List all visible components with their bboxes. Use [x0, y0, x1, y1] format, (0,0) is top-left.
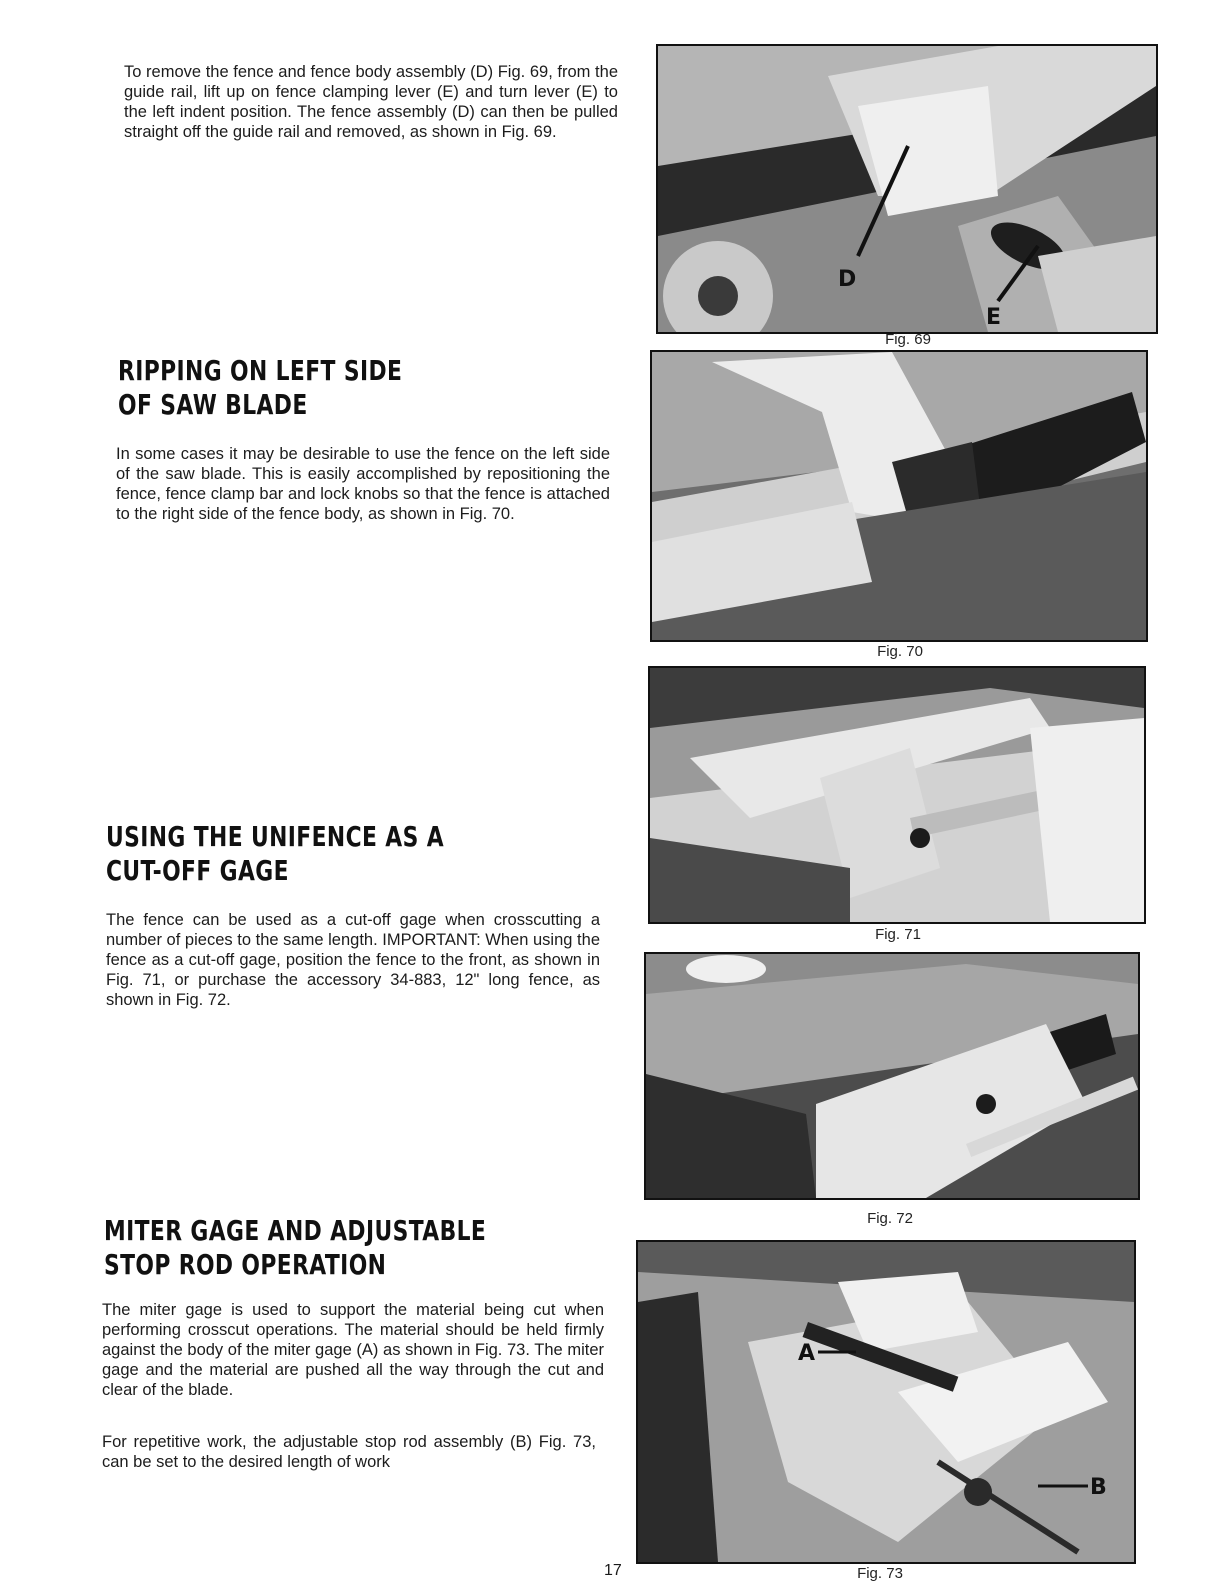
fig-69-caption: Fig. 69 [885, 331, 931, 348]
fig-70-photo [650, 350, 1148, 642]
cutoff-gage-heading-line1: USING THE UNIFENCE AS A [106, 820, 445, 853]
cutoff-gage-paragraph: The fence can be used as a cut-off gage when crosscutting a number of pieces to the same length. IMPORTANT: When using the fence as a cut-off gage, position the fence to the front, as shown in Fig. 71, or purchase the accessory 34-883, 12" long fence, as shown in Fig. 72. [106, 911, 600, 1009]
fig-73-caption: Fig. 73 [857, 1565, 903, 1582]
fig-71-illustration [650, 668, 1144, 922]
fig-69-label-d: D [838, 267, 857, 292]
fig-70-illustration [652, 352, 1146, 640]
fig-69-illustration [658, 46, 1156, 332]
miter-gage-heading-line2: STOP ROD OPERATION [104, 1248, 387, 1281]
ripping-left-paragraph: In some cases it may be desirable to use the fence on the left side of the saw blade. This is easily accomplished by repositioning the fence, fence clamp bar and lock knobs so that the fence is attached to the right side of the fence body, as shown in Fig. 70. [116, 445, 610, 523]
fig-69-photo [656, 44, 1158, 334]
fig-73-label-b: B [1090, 1475, 1107, 1500]
cutoff-gage-heading-line2: CUT-OFF GAGE [106, 854, 289, 887]
fig-73-photo [636, 1240, 1136, 1564]
page-number: 17 [604, 1562, 622, 1579]
fig-69-label-e: E [986, 305, 1002, 330]
miter-gage-paragraph-1: The miter gage is used to support the material being cut when performing crosscut operations. The material should be held firmly against the body of the miter gage (A) as shown in Fig. 73. The miter gage and the material are pushed all the way through the cut and clear of the blade. [102, 1301, 604, 1399]
fig-71-photo [648, 666, 1146, 924]
miter-gage-heading-line1: MITER GAGE AND ADJUSTABLE [104, 1214, 487, 1247]
ripping-left-heading-line2: OF SAW BLADE [118, 388, 308, 421]
fig-72-caption: Fig. 72 [867, 1210, 913, 1227]
fig-73-illustration [638, 1242, 1134, 1562]
ripping-left-heading [118, 354, 402, 422]
fig-71-caption: Fig. 71 [875, 926, 921, 943]
ripping-left-heading-line1: RIPPING ON LEFT SIDE [118, 354, 403, 387]
miter-gage-heading [104, 1214, 486, 1282]
remove-fence-paragraph: To remove the fence and fence body assembly (D) Fig. 69, from the guide rail, lift up on fence clamping lever (E) and turn lever (E) to the left indent position. The fence assembly (D) can then be pulled straight off the guide rail and removed, as shown in Fig. 69. [124, 63, 618, 141]
fig-72-illustration [646, 954, 1138, 1198]
fig-72-photo [644, 952, 1140, 1200]
fig-73-label-a: A [798, 1341, 816, 1366]
miter-gage-paragraph-2: For repetitive work, the adjustable stop rod assembly (B) Fig. 73, can be set to the desired length of work [102, 1433, 596, 1471]
cutoff-gage-heading [106, 820, 444, 888]
fig-70-caption: Fig. 70 [877, 643, 923, 660]
